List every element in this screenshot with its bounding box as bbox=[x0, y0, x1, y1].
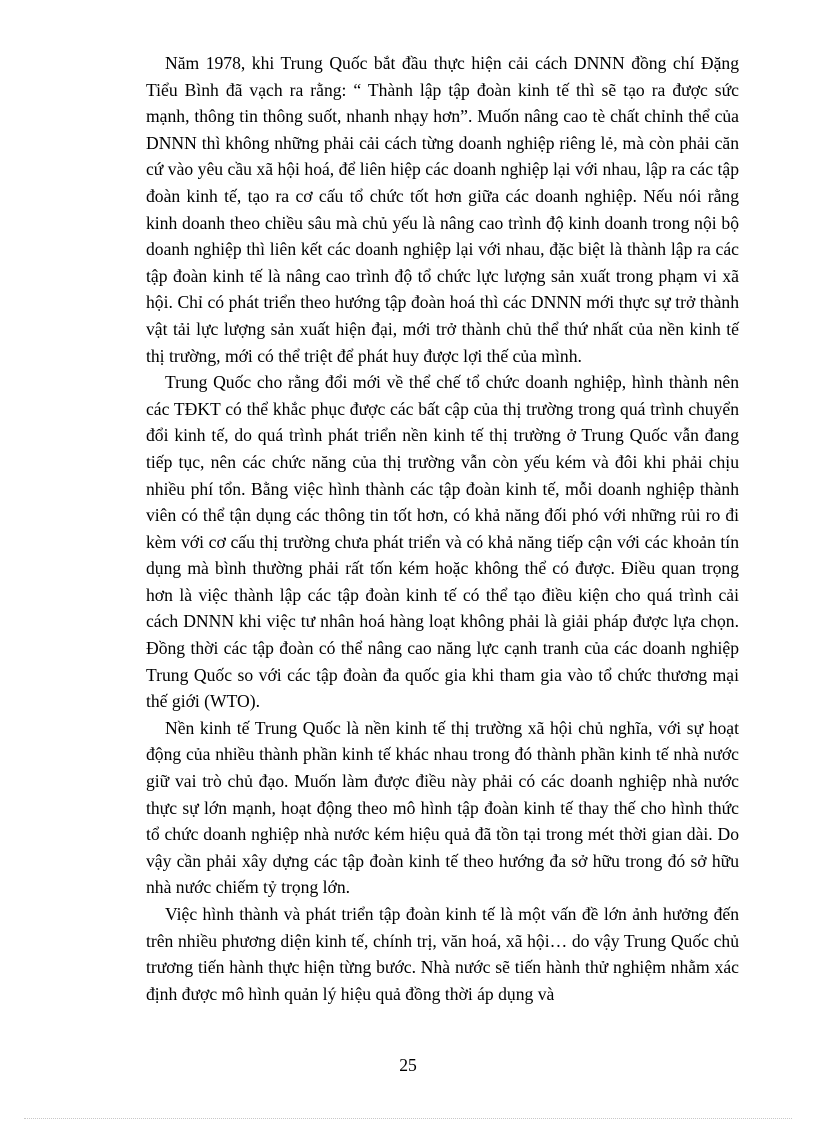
paragraph-1: Năm 1978, khi Trung Quốc bắt đầu thực hiện cải cách DNNN đồng chí Đặng Tiểu Bình đã vạch ra rằng: “ Thành lập tập đoàn kinh tế thì sẽ tạo ra được sức mạnh, thông tin thông suốt, nhanh nhạy hơn”. Muốn nâng cao tè chất chỉnh thể của DNNN thì không những phải cải cách từng doanh nghiệp riêng lẻ, mà còn phải căn cứ vào yêu cầu xã hội hoá, để liên hiệp các doanh nghiệp lại với nhau, lập ra các tập đoàn kinh tế, tạo ra cơ cấu tổ chức tốt hơn giữa các doanh nghiệp. Nếu nói rằng kinh doanh theo chiều sâu mà chủ yếu là nâng cao trình độ kinh doanh trong nội bộ doanh nghiệp thì liên kết các doanh nghiệp lại với nhau, đặc biệt là thành lập ra các tập đoàn kinh tế là nâng cao trình độ tổ chức lực lượng sản xuất trong phạm vi xã hội. Chỉ có phát triển theo hướng tập đoàn hoá thì các DNNN mới thực sự trở thành vật tải lực lượng sản xuất hiện đại, mới trở thành chủ thể thứ nhất của nền kinh tế thị trường, mới có thể triệt để phát huy được lợi thế của mình. bbox=[146, 53, 739, 366]
paragraph-2: Trung Quốc cho rằng đổi mới về thể chế tổ chức doanh nghiệp, hình thành nên các TĐKT có thể khắc phục được các bất cập của thị trường trong quá trình chuyển đổi kinh tế, do quá trình phát triển nền kinh tế thị trường ở Trung Quốc vẫn đang tiếp tục, nên các chức năng của thị trường vẫn còn yếu kém và đôi khi phải chịu nhiều phí tổn. Bằng việc hình thành các tập đoàn kinh tế, mỗi doanh nghiệp thành viên có thể tận dụng các thông tin tốt hơn, có khả năng đối phó với những rủi ro đi kèm với cơ cấu thị trường chưa phát triển và có khả năng tiếp cận với các khoản tín dụng mà bình thường phải rất tốn kém hoặc không thể có được. Điều quan trọng hơn là việc thành lập các tập đoàn kinh tế có thể tạo điều kiện cho quá trình cải cách DNNN khi việc tư nhân hoá hàng loạt không phải là giải pháp được lựa chọn. Đồng thời các tập đoàn có thể nâng cao năng lực cạnh tranh của các doanh nghiệp Trung Quốc so với các tập đoàn đa quốc gia khi tham gia vào tổ chức thương mại thế giới (WTO). bbox=[146, 372, 739, 712]
page-bottom-divider bbox=[24, 1118, 792, 1119]
page-number: 25 bbox=[399, 1055, 417, 1075]
paragraph-3: Nền kinh tế Trung Quốc là nền kinh tế thị trường xã hội chủ nghĩa, với sự hoạt động của nhiều thành phần kinh tế khác nhau trong đó thành phần kinh tế nhà nước giữ vai trò chủ đạo. Muốn làm được điều này phải có các doanh nghiệp nhà nước thực sự lớn mạnh, hoạt động theo mô hình tập đoàn kinh tế thay thế cho hình thức tổ chức doanh nghiệp nhà nước kém hiệu quả đã tồn tại trong mét thời gian dài. Do vậy cần phải xây dựng các tập đoàn kinh tế theo hướng đa sở hữu trong đó sở hữu nhà nước chiếm tỷ trọng lớn. bbox=[146, 717, 739, 898]
paragraph-4: Việc hình thành và phát triển tập đoàn kinh tế là một vấn đề lớn ảnh hưởng đến trên nhiều phương diện kinh tế, chính trị, văn hoá, xã hội… do vậy Trung Quốc chủ trương tiến hành thực hiện từng bước. Nhà nước sẽ tiến hành thử nghiệm nhằm xác định được mô hình quản lý hiệu quả đồng thời áp dụng và bbox=[146, 904, 739, 1004]
page-body bbox=[146, 50, 739, 1007]
